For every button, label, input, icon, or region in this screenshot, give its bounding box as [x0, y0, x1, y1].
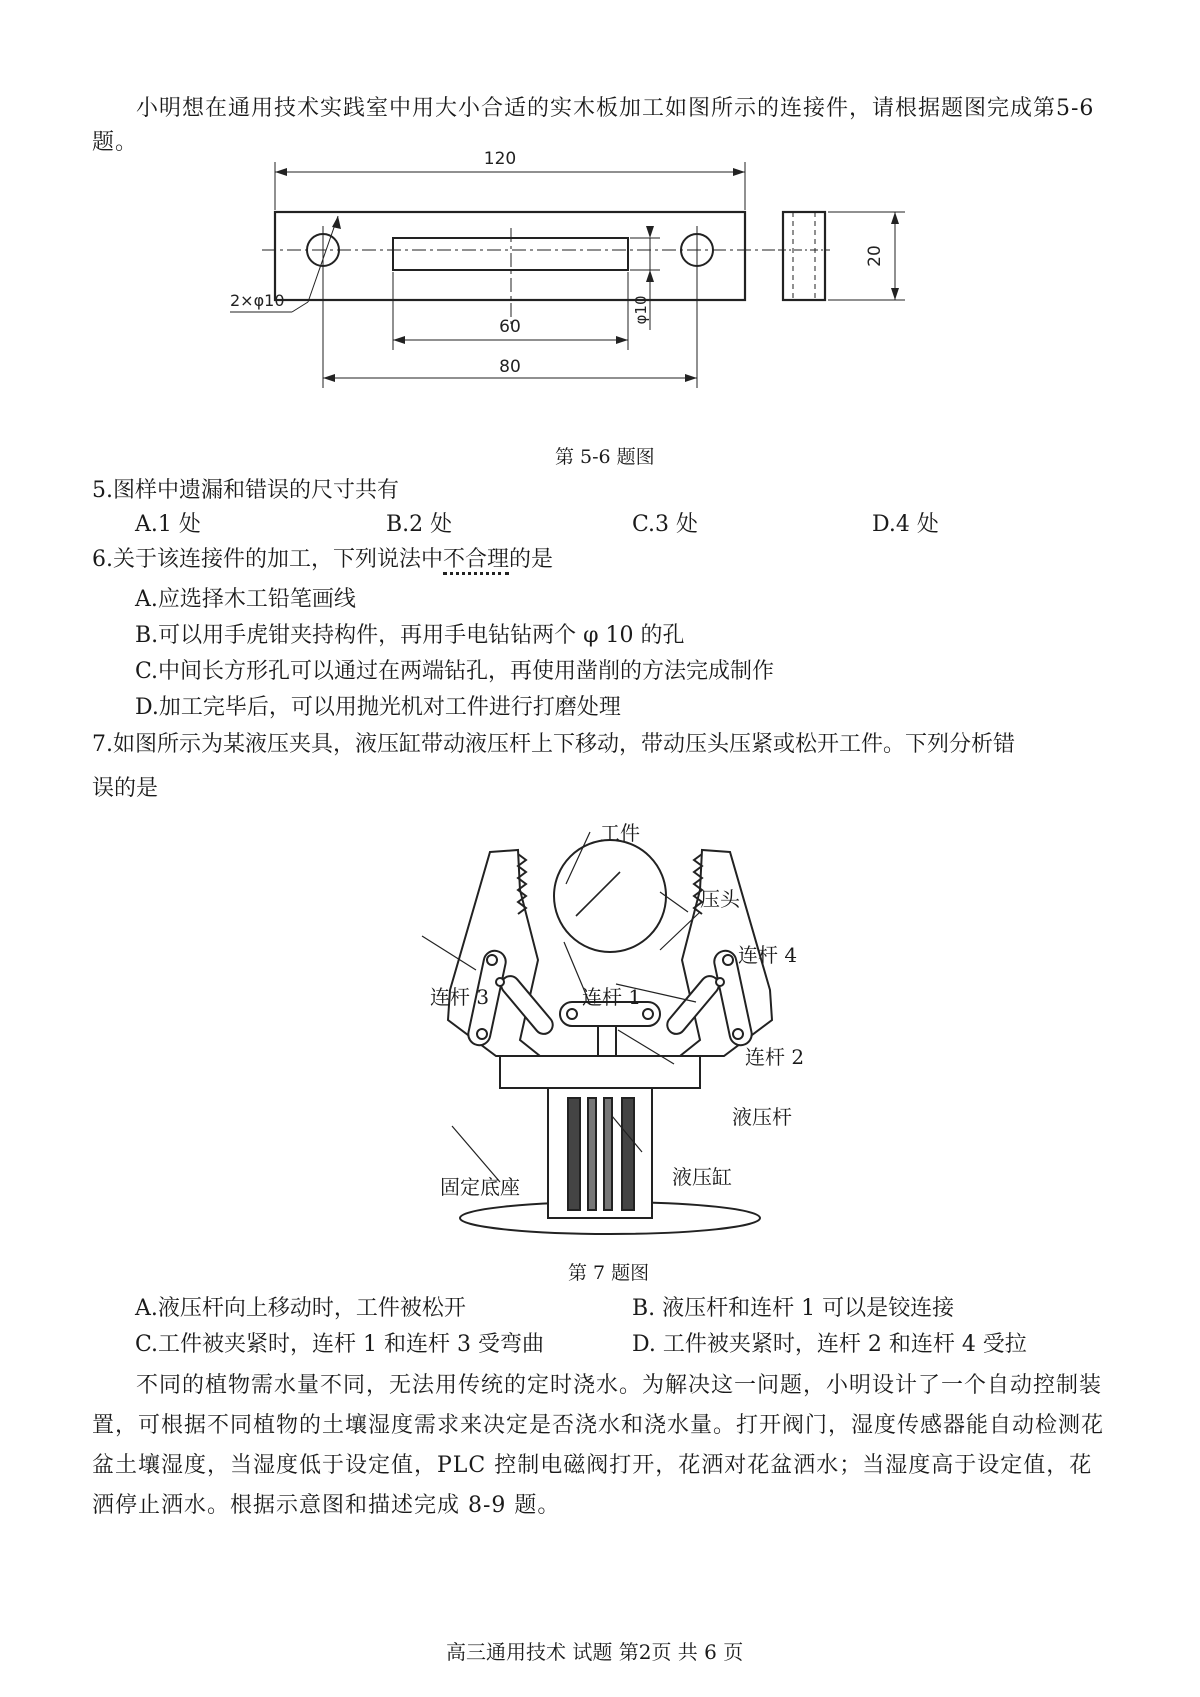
dim-text-phi10: φ10 — [632, 295, 650, 325]
q7-option-b: B. 液压杆和连杆 1 可以是铰连接 — [632, 1296, 955, 1321]
label-base: 固定底座 — [440, 1175, 520, 1199]
label-link3: 连杆 3 — [430, 985, 490, 1009]
hydraulic-cylinder — [548, 1088, 652, 1218]
q6-option-a: A.应选择木工铅笔画线 — [135, 587, 356, 612]
label-link2: 连杆 2 — [745, 1045, 805, 1069]
label-link4: 连杆 4 — [738, 943, 798, 967]
q6-option-c: C.中间长方形孔可以通过在两端钻孔，再使用凿削的方法完成制作 — [135, 659, 775, 684]
q5-stem: 5.图样中遗漏和错误的尺寸共有 — [92, 478, 399, 503]
dim-text-60: 60 — [499, 317, 521, 337]
label-workpiece: 工件 — [600, 821, 640, 845]
q6-option-b: B.可以用手虎钳夹持构件，再用手电钻钻两个 φ 10 的孔 — [135, 623, 685, 648]
figure-5-6-drawing — [200, 150, 960, 430]
q7-option-c: C.工件被夹紧时，连杆 1 和连杆 3 受弯曲 — [135, 1332, 545, 1357]
part-front-view — [275, 212, 745, 300]
part-side-view — [783, 212, 825, 300]
q5-option-d: D.4 处 — [872, 512, 939, 537]
intro-5-6: 小明想在通用技术实践室中用大小合适的实木板加工如图所示的连接件，请根据题图完成第5-6题。 — [92, 96, 1095, 155]
label-rod: 液压杆 — [732, 1105, 792, 1129]
label-link1: 连杆 1 — [582, 985, 642, 1009]
figure-5-6-caption: 第 5-6 题图 — [555, 446, 655, 468]
q5-option-c: C.3 处 — [632, 512, 699, 537]
q7-option-d: D. 工件被夹紧时，连杆 2 和连杆 4 受拉 — [632, 1332, 1027, 1357]
hole-label: 2×φ10 — [230, 291, 285, 310]
q7-option-a: A.液压杆向上移动时，工件被松开 — [135, 1296, 466, 1321]
q6-stem-post: 的是 — [509, 547, 554, 572]
q6-stem-pre: 6.关于该连接件的加工，下列说法中 — [92, 547, 443, 572]
q7-stem-line2: 误的是 — [92, 776, 159, 801]
q6-stem-emphasis: 不合理 — [443, 547, 509, 575]
figure-7-caption: 第 7 题图 — [568, 1262, 650, 1284]
intro-8-9: 不同的植物需水量不同，无法用传统的定时浇水。为解决这一问题，小明设计了一个自动控制装置，可根据不同植物的土壤湿度需求来决定是否浇水和浇水量。打开阀门，湿度传感器能自动检测花盆土壤湿度，当湿度低于设定值，PLC 控制电磁阀打开，花洒对花盆洒水；当湿度高于设定值，花洒停止洒水。根据示意图和描述完成 8-9 题。 — [92, 1373, 1105, 1518]
q7-stem-line1: 7.如图所示为某液压夹具，液压缸带动液压杆上下移动，带动压头压紧或松开工件。下列分析错 — [92, 732, 1015, 757]
dim-text-20: 20 — [865, 245, 885, 267]
label-press-head: 压头 — [700, 887, 740, 911]
q6-option-d: D.加工完毕后，可以用抛光机对工件进行打磨处理 — [135, 695, 621, 720]
q5-option-b: B.2 处 — [386, 512, 453, 537]
label-cylinder: 液压缸 — [672, 1165, 732, 1189]
q5-option-a: A.1 处 — [135, 512, 201, 537]
dim-text-120: 120 — [483, 150, 517, 169]
q6-stem — [92, 543, 553, 577]
workpiece — [554, 840, 666, 952]
dim-text-80: 80 — [499, 357, 521, 377]
page-footer: 高三通用技术 试题 第2页 共 6 页 — [446, 1640, 744, 1664]
